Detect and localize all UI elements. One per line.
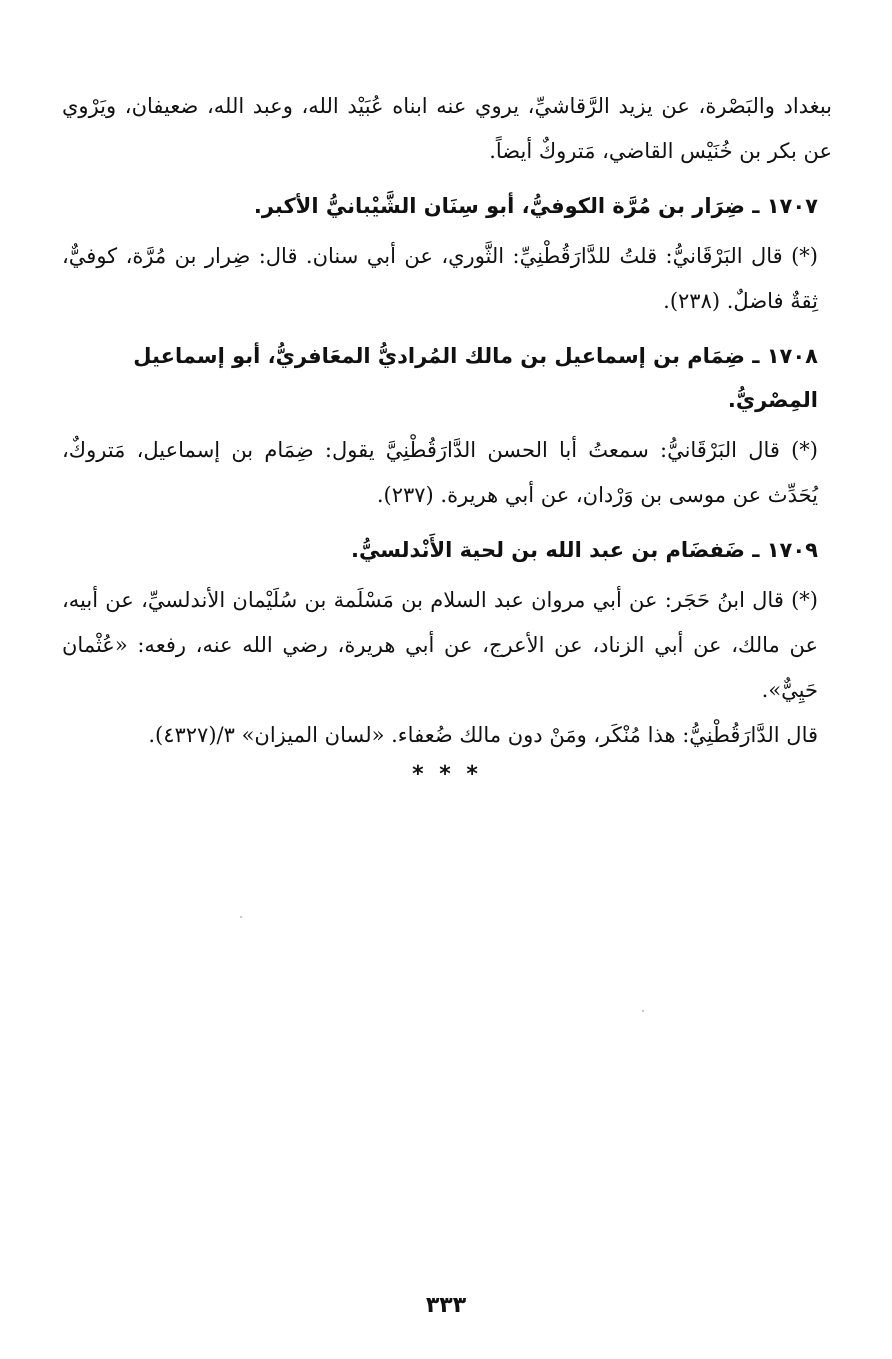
entry-1707 [62, 184, 832, 324]
entry-1708 [62, 334, 832, 518]
entry-body: (*) قال البَرْقَانيُّ: سمعتُ أبا الحسن الدَّارَقُطْنِيَّ يقول: ضِمَام بن إسماعيل، مَتروكٌ، يُحَدِّث عن موسى بن وَرْدان، عن أبي هريرة. (٢٣٧). [62, 438, 818, 507]
section-separator: * * * [412, 762, 482, 787]
entry-body: (*) قال ابنُ حَجَر: عن أبي مروان عبد السلام بن مَسْلَمة بن سُلَيْمان الأندلسيِّ، عن أبيه، عن مالك، عن أبي الزناد، عن الأعرج، عن أبي هريرة، رضي الله عنه، رفعه: «عُثْمان حَيِيٌّ». [62, 588, 818, 702]
entry-1709 [62, 528, 832, 758]
entry-body: (*) قال البَرْقَانيُّ: قلتُ للدَّارَقُطْنِيِّ: الثَّوري، عن أبي سنان. قال: ضِرار بن مُرَّة، كوفيٌّ، ثِقةٌ فاضلٌ. (٢٣٨). [62, 244, 818, 313]
page-number: ٣٣٣ [425, 1293, 467, 1318]
entry-note: قال الدَّارَقُطْنِيُّ: هذا مُنْكَر، ومَنْ دون مالك ضُعفاء. «لسان الميزان» ٣/(٤٣٢٧). [148, 723, 818, 747]
entry-heading: ١٧٠٩ ـ ضَفضَام بن عبد الله بن لحية الأَنْدلسيُّ. [351, 538, 818, 562]
entry-heading: ١٧٠٨ ـ ضِمَام بن إسماعيل بن مالك المُراديُّ المعَافريُّ، أبو إسماعيل المِصْريُّ. [133, 344, 818, 412]
entry-heading: ١٧٠٧ ـ ضِرَار بن مُرَّة الكوفيُّ، أبو سِنَان الشَّيْبانيُّ الأكبر. [253, 194, 818, 218]
scan-speck [240, 916, 242, 918]
scan-speck [642, 1010, 644, 1012]
continuation-paragraph: ببغداد والبَصْرة، عن يزيد الرَّقاشيِّ، يروي عنه ابناه عُبَيْد الله، وعبد الله، ضعيفان، ويَرْوي عن بكر بن خُنَيْس القاضي، مَتروكٌ أيضاً. [62, 94, 832, 163]
page-body [62, 84, 832, 787]
